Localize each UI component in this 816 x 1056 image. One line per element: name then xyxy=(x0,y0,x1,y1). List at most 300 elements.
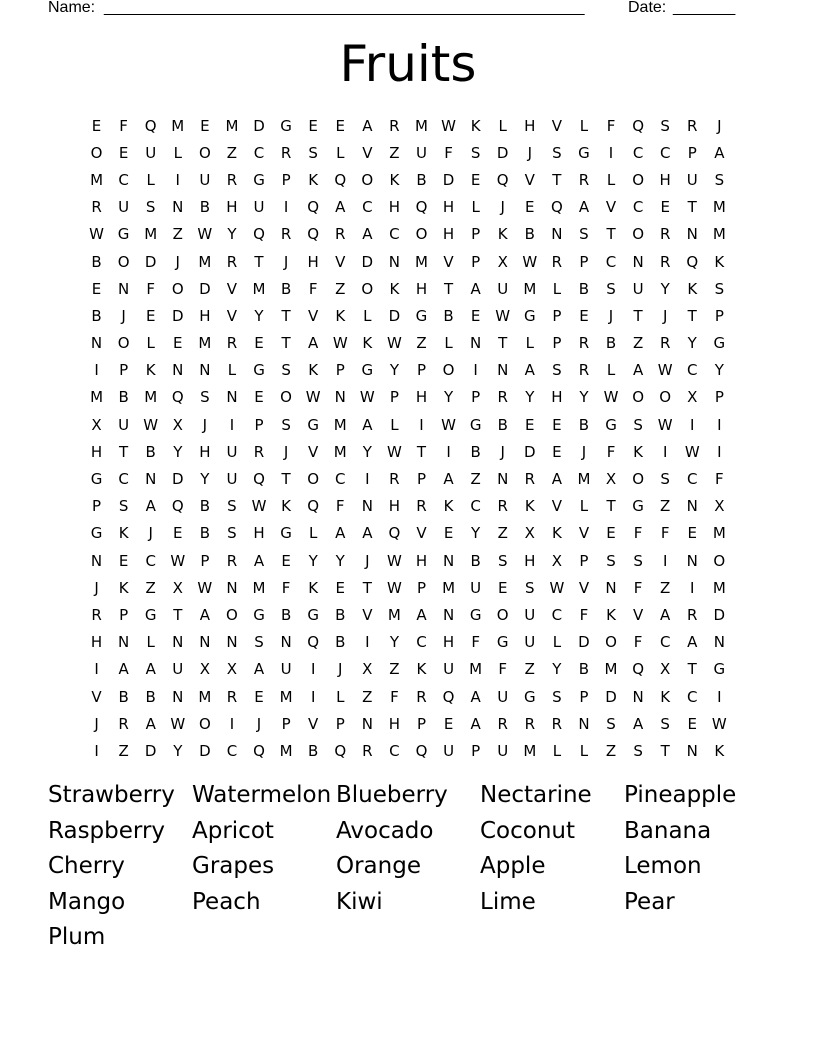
grid-letter: F xyxy=(498,660,508,679)
grid-letter: N xyxy=(172,361,184,380)
grid-letter: L xyxy=(606,170,616,189)
grid-letter: Y xyxy=(443,388,454,407)
name-blank-line: ______________________________________________________ xyxy=(104,0,585,16)
grid-letter: O xyxy=(632,388,644,407)
grid-letter: O xyxy=(117,334,130,353)
grid-letter: C xyxy=(416,633,427,652)
grid-letter: Y xyxy=(714,361,724,380)
grid-letter: Q xyxy=(415,741,428,760)
grid-letter: Y xyxy=(389,633,399,652)
grid-letter: B xyxy=(118,687,129,706)
grid-letter: W xyxy=(170,551,186,570)
grid-letter: N xyxy=(686,225,698,244)
grid-letter: A xyxy=(714,143,725,162)
grid-letter: S xyxy=(714,279,725,298)
grid-letter: S xyxy=(118,497,129,516)
grid-letter: E xyxy=(497,578,508,597)
grid-letter: W xyxy=(197,578,213,597)
grid-letter: Y xyxy=(687,334,697,353)
grid-letter: G xyxy=(523,306,536,325)
grid-letter: Q xyxy=(253,225,265,244)
grid-row xyxy=(83,194,733,221)
grid-letter: P xyxy=(471,741,481,760)
grid-letter: O xyxy=(632,170,644,189)
grid-row xyxy=(83,656,733,683)
word-list-item: Watermelon xyxy=(192,782,332,808)
grid-letter: W xyxy=(170,714,186,733)
name-label: Name: xyxy=(48,0,96,16)
grid-letter: M xyxy=(90,388,104,407)
grid-letter: K xyxy=(524,497,535,516)
grid-letter: M xyxy=(415,252,428,271)
grid-letter: I xyxy=(690,415,695,434)
grid-letter: N xyxy=(280,633,292,652)
grid-letter: H xyxy=(226,198,238,217)
grid-letter: M xyxy=(712,524,726,543)
grid-letter: R xyxy=(551,252,563,271)
grid-letter: N xyxy=(90,334,103,353)
grid-row xyxy=(83,221,733,248)
grid-letter: U xyxy=(443,660,455,679)
grid-letter: E xyxy=(91,279,102,298)
grid-letter: I xyxy=(229,714,235,733)
grid-letter: X xyxy=(362,660,373,679)
grid-letter: M xyxy=(442,578,456,597)
grid-letter: N xyxy=(686,741,698,760)
grid-letter: W xyxy=(603,388,619,407)
grid-letter: E xyxy=(254,334,264,353)
grid-letter: N xyxy=(686,497,698,516)
grid-letter: R xyxy=(659,225,671,244)
grid-letter: N xyxy=(118,633,130,652)
grid-letter: G xyxy=(280,116,292,135)
grid-letter: L xyxy=(336,687,345,706)
grid-letter: E xyxy=(91,116,102,135)
grid-letter: S xyxy=(633,551,643,570)
grid-letter: J xyxy=(662,306,668,325)
grid-letter: A xyxy=(632,714,644,733)
grid-letter: O xyxy=(605,633,617,652)
page-title: Fruits xyxy=(339,35,477,93)
grid-letter: T xyxy=(416,442,427,461)
grid-letter: I xyxy=(662,551,668,570)
grid-letter: O xyxy=(361,279,374,298)
grid-letter: R xyxy=(578,361,590,380)
grid-letter: B xyxy=(443,306,454,325)
grid-letter: M xyxy=(144,388,158,407)
grid-letter: U xyxy=(226,470,238,489)
grid-letter: V xyxy=(362,143,373,162)
grid-letter: X xyxy=(524,524,535,543)
grid-letter: A xyxy=(443,470,454,489)
grid-letter: P xyxy=(416,714,426,733)
grid-letter: B xyxy=(199,198,210,217)
grid-letter: I xyxy=(94,361,99,380)
grid-letter: R xyxy=(389,470,400,489)
grid-letter: U xyxy=(632,279,644,298)
grid-letter: A xyxy=(253,551,265,570)
grid-letter: N xyxy=(361,497,373,516)
grid-letter: O xyxy=(117,252,130,271)
grid-letter: L xyxy=(390,415,399,434)
grid-letter: H xyxy=(415,388,428,407)
grid-letter: G xyxy=(605,415,617,434)
grid-letter: Z xyxy=(605,741,617,760)
word-list-item: Avocado xyxy=(336,817,434,844)
grid-letter: V xyxy=(632,605,644,624)
grid-letter: H xyxy=(442,633,455,652)
grid-letter: A xyxy=(362,116,373,135)
grid-letter: K xyxy=(443,497,454,516)
grid-letter: T xyxy=(443,279,454,298)
grid-letter: Q xyxy=(307,497,320,516)
grid-letter: W xyxy=(197,225,213,244)
grid-letter: K xyxy=(470,116,481,135)
grid-letter: Q xyxy=(307,198,320,217)
grid-letter: H xyxy=(524,551,536,570)
grid-letter: P xyxy=(471,225,481,244)
grid-letter: O xyxy=(90,143,103,162)
grid-letter: N xyxy=(388,252,401,271)
grid-letter: M xyxy=(333,415,347,434)
grid-letter: C xyxy=(605,252,617,271)
grid-letter: L xyxy=(444,334,453,353)
grid-letter: U xyxy=(470,578,482,597)
grid-letter: C xyxy=(253,143,265,162)
grid-letter: B xyxy=(91,252,102,271)
grid-letter: P xyxy=(416,578,426,597)
grid-letter: R xyxy=(226,551,238,570)
grid-letter: U xyxy=(497,741,509,760)
grid-row xyxy=(83,710,733,737)
word-list-item: Peach xyxy=(192,888,261,915)
word-list-item: Strawberry xyxy=(48,782,175,808)
grid-letter: V xyxy=(308,306,319,325)
grid-letter: T xyxy=(119,442,129,461)
grid-letter: A xyxy=(416,605,427,624)
grid-letter: A xyxy=(470,279,481,298)
grid-letter: T xyxy=(254,252,264,271)
grid-letter: M xyxy=(712,198,726,217)
grid-letter: J xyxy=(283,442,289,461)
word-list-item: Blueberry xyxy=(336,782,448,808)
grid-letter: I xyxy=(446,442,451,461)
grid-letter: G xyxy=(632,497,644,516)
grid-letter: E xyxy=(552,415,562,434)
grid-letter: X xyxy=(91,415,102,434)
grid-letter: K xyxy=(308,170,319,189)
grid-letter: Y xyxy=(552,660,562,679)
grid-letter: R xyxy=(659,252,671,271)
grid-letter: K xyxy=(389,170,400,189)
grid-row xyxy=(83,438,733,465)
grid-letter: C xyxy=(632,143,644,162)
grid-letter: U xyxy=(443,741,455,760)
grid-letter: B xyxy=(280,605,292,624)
grid-letter: Z xyxy=(389,143,400,162)
grid-letter: X xyxy=(687,388,698,407)
grid-letter: Z xyxy=(118,741,129,760)
grid-letter: E xyxy=(470,170,481,189)
grid-letter: M xyxy=(712,225,726,244)
grid-letter: N xyxy=(361,714,373,733)
grid-letter: U xyxy=(686,170,698,189)
grid-letter: I xyxy=(419,415,424,434)
word-list-item: Apricot xyxy=(192,817,274,844)
grid-letter: M xyxy=(523,279,537,298)
grid-letter: N xyxy=(226,633,238,652)
grid-letter: Y xyxy=(254,306,264,325)
grid-letter: P xyxy=(579,551,589,570)
grid-letter: F xyxy=(633,633,643,652)
grid-letter: V xyxy=(524,170,535,189)
grid-letter: Z xyxy=(632,334,644,353)
grid-letter: E xyxy=(118,143,129,162)
grid-letter: J xyxy=(283,252,289,271)
grid-letter: R xyxy=(578,170,590,189)
grid-letter: S xyxy=(281,361,291,380)
grid-letter: T xyxy=(552,170,562,189)
grid-letter: C xyxy=(687,470,698,489)
grid-letter: B xyxy=(335,633,346,652)
grid-letter: R xyxy=(659,334,671,353)
grid-letter: G xyxy=(280,524,292,543)
grid-letter: F xyxy=(444,143,453,162)
grid-letter: T xyxy=(633,306,643,325)
grid-letter: A xyxy=(470,714,481,733)
word-list-item: Orange xyxy=(336,853,421,879)
grid-letter: O xyxy=(632,470,644,489)
grid-letter: M xyxy=(469,660,483,679)
letter-grid xyxy=(83,112,733,765)
grid-letter: C xyxy=(389,225,400,244)
grid-letter: V xyxy=(91,687,102,706)
grid-row xyxy=(83,465,733,492)
grid-letter: P xyxy=(335,714,345,733)
grid-letter: H xyxy=(659,170,671,189)
grid-letter: Q xyxy=(171,388,184,407)
grid-letter: G xyxy=(469,605,482,624)
grid-letter: L xyxy=(498,116,507,135)
grid-letter: E xyxy=(552,442,562,461)
grid-letter: H xyxy=(415,279,428,298)
grid-letter: N xyxy=(118,279,130,298)
grid-letter: R xyxy=(497,388,508,407)
grid-letter: K xyxy=(633,442,644,461)
grid-letter: R xyxy=(389,116,400,135)
grid-letter: V xyxy=(308,714,319,733)
grid-letter: M xyxy=(90,170,104,189)
grid-letter: S xyxy=(200,388,210,407)
grid-row xyxy=(83,601,733,628)
grid-letter: J xyxy=(175,252,180,271)
grid-letter: H xyxy=(253,524,265,543)
grid-letter: F xyxy=(471,633,480,652)
grid-letter: P xyxy=(687,143,697,162)
grid-letter: M xyxy=(225,116,239,135)
grid-letter: M xyxy=(171,116,185,135)
grid-letter: E xyxy=(606,524,616,543)
grid-letter: Q xyxy=(334,170,347,189)
grid-letter: P xyxy=(471,388,481,407)
grid-row xyxy=(83,139,733,166)
grid-letter: M xyxy=(198,334,212,353)
grid-letter: W xyxy=(386,442,402,461)
grid-letter: Q xyxy=(550,198,563,217)
grid-letter: P xyxy=(281,714,291,733)
grid-letter: C xyxy=(145,551,156,570)
grid-letter: F xyxy=(606,116,616,135)
grid-letter: R xyxy=(497,497,508,516)
grid-letter: N xyxy=(226,578,238,597)
grid-letter: H xyxy=(199,306,211,325)
grid-letter: U xyxy=(497,687,509,706)
grid-letter: O xyxy=(171,279,184,298)
grid-letter: G xyxy=(307,415,319,434)
grid-letter: Q xyxy=(496,170,509,189)
grid-letter: A xyxy=(362,524,373,543)
grid-letter: F xyxy=(633,524,643,543)
grid-letter: P xyxy=(714,306,724,325)
grid-row xyxy=(83,330,733,357)
grid-letter: N xyxy=(551,225,563,244)
grid-letter: G xyxy=(117,225,130,244)
grid-letter: Z xyxy=(416,334,427,353)
grid-letter: U xyxy=(415,143,427,162)
grid-letter: K xyxy=(118,524,129,543)
grid-letter: U xyxy=(226,442,238,461)
grid-row xyxy=(83,384,733,411)
grid-letter: W xyxy=(684,442,700,461)
grid-letter: E xyxy=(173,524,183,543)
grid-letter: P xyxy=(552,306,562,325)
grid-letter: D xyxy=(524,442,536,461)
grid-letter: D xyxy=(605,687,617,706)
grid-letter: P xyxy=(389,388,399,407)
grid-letter: H xyxy=(388,714,401,733)
grid-letter: N xyxy=(334,388,346,407)
grid-row xyxy=(83,547,733,574)
grid-letter: B xyxy=(470,442,481,461)
grid-letter: Y xyxy=(660,279,670,298)
grid-letter: K xyxy=(308,578,319,597)
grid-letter: H xyxy=(199,442,211,461)
grid-letter: G xyxy=(253,170,265,189)
grid-letter: A xyxy=(335,524,346,543)
grid-letter: X xyxy=(172,578,183,597)
grid-letter: B xyxy=(199,497,210,516)
grid-letter: Z xyxy=(497,524,508,543)
grid-letter: D xyxy=(144,252,157,271)
grid-letter: V xyxy=(226,306,238,325)
grid-letter: I xyxy=(717,687,722,706)
grid-letter: W xyxy=(495,306,511,325)
grid-letter: Y xyxy=(173,442,183,461)
grid-letter: L xyxy=(146,633,155,652)
grid-letter: C xyxy=(687,361,698,380)
grid-letter: M xyxy=(252,578,266,597)
grid-letter: N xyxy=(605,578,617,597)
grid-letter: R xyxy=(226,687,238,706)
grid-letter: N xyxy=(226,388,238,407)
grid-row xyxy=(83,248,733,275)
word-list-item: Cherry xyxy=(48,853,125,879)
grid-letter: U xyxy=(199,170,211,189)
grid-letter: S xyxy=(660,470,670,489)
grid-letter: G xyxy=(578,143,590,162)
header-fields xyxy=(48,0,748,22)
grid-letter: A xyxy=(362,225,373,244)
grid-letter: D xyxy=(253,116,265,135)
grid-letter: A xyxy=(335,198,346,217)
grid-letter: N xyxy=(497,361,509,380)
grid-letter: K xyxy=(714,741,725,760)
grid-letter: F xyxy=(660,524,670,543)
grid-letter: B xyxy=(605,334,617,353)
grid-letter: W xyxy=(386,551,402,570)
grid-letter: R xyxy=(362,741,373,760)
grid-letter: C xyxy=(118,470,129,489)
grid-letter: R xyxy=(335,225,346,244)
grid-letter: B xyxy=(497,415,508,434)
grid-letter: G xyxy=(713,660,726,679)
grid-letter: N xyxy=(90,551,103,570)
date-label: Date: xyxy=(628,0,667,16)
grid-letter: K xyxy=(389,279,400,298)
word-list xyxy=(48,780,768,958)
word-list-item: Mango xyxy=(48,888,126,915)
grid-letter: E xyxy=(145,306,156,325)
word-list-item: Lime xyxy=(480,888,536,915)
grid-letter: O xyxy=(226,605,238,624)
grid-letter: Z xyxy=(335,279,346,298)
grid-letter: B xyxy=(280,279,292,298)
grid-letter: C xyxy=(362,198,373,217)
grid-letter: C xyxy=(632,198,644,217)
grid-letter: D xyxy=(171,306,184,325)
grid-letter: B xyxy=(578,279,590,298)
grid-letter: T xyxy=(362,578,372,597)
grid-row xyxy=(83,493,733,520)
grid-letter: A xyxy=(253,660,265,679)
grid-letter: G xyxy=(496,633,509,652)
date-blank-line: _______ xyxy=(673,0,736,16)
word-list-item: Plum xyxy=(48,924,106,950)
grid-letter: J xyxy=(148,524,153,543)
grid-letter: N xyxy=(686,551,698,570)
grid-letter: S xyxy=(633,741,643,760)
grid-letter: P xyxy=(552,334,562,353)
grid-row xyxy=(83,629,733,656)
grid-letter: Q xyxy=(686,252,699,271)
grid-letter: U xyxy=(118,198,130,217)
grid-letter: R xyxy=(118,714,129,733)
grid-letter: N xyxy=(713,633,725,652)
grid-letter: I xyxy=(473,361,478,380)
grid-letter: S xyxy=(579,225,589,244)
grid-letter: B xyxy=(470,551,481,570)
grid-letter: E xyxy=(660,198,670,217)
grid-letter: H xyxy=(90,442,103,461)
grid-letter: E xyxy=(687,524,697,543)
grid-letter: A xyxy=(145,714,156,733)
grid-letter: A xyxy=(524,361,535,380)
grid-letter: B xyxy=(416,170,427,189)
grid-letter: D xyxy=(171,470,184,489)
grid-letter: E xyxy=(118,551,129,570)
grid-letter: Z xyxy=(470,470,481,489)
grid-letter: W xyxy=(305,388,321,407)
